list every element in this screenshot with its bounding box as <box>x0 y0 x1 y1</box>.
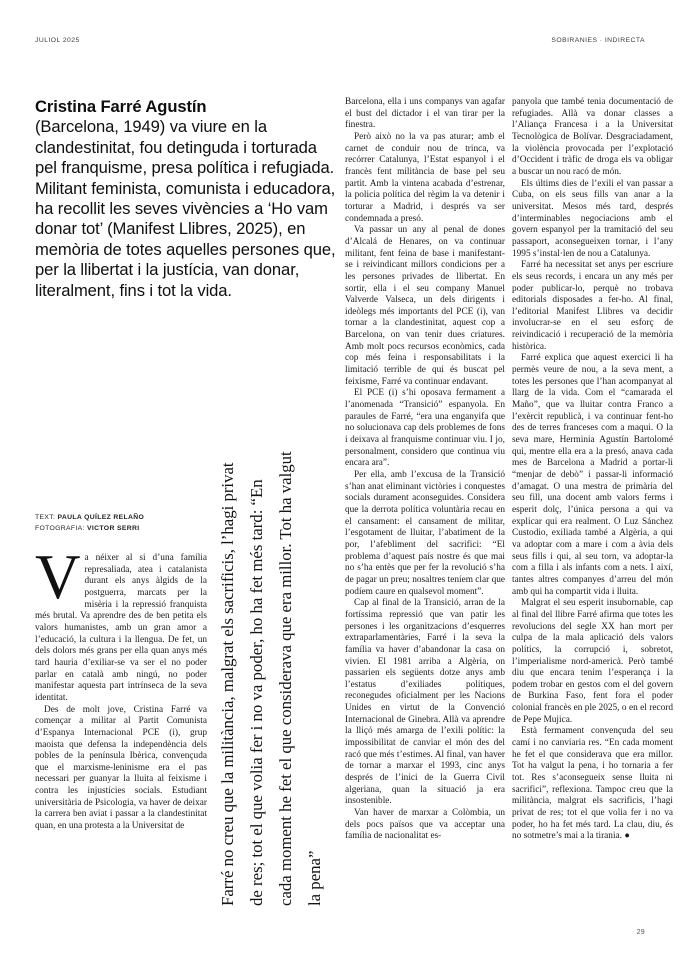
running-header <box>35 37 645 44</box>
paragraph: El PCE (i) s’hi oposava fermament a l’anomenada “Transició” espanyola. En paraules de Farré, “era una enganyifa que no solucionava cap dels problemes de fons i deixava al franquisme continuar viu. I jo, personalment, considero que continua viu encara ara”. <box>345 388 505 469</box>
byline-text <box>35 512 215 523</box>
paragraph: Els últims dies de l’exili el van passar a Cuba, on els seus fills van anar a la universitat. Mesos més tard, després d’interminables negociacions amb el govern espanyol per la tramitació del seu passaport, aconsegueixen tornar, i l’any 1995 s’instal·len de nou a Catalunya. <box>512 178 673 259</box>
paragraph: Va passar un any al penal de dones d’Alcalá de Henares, on va continuar militant, fent feina de base i manifestant-se i reivindicant millors condicions per a les persones privades de llibertat. En sortir, ella i el seu company Manuel Valverde Valseca, un dels dirigents i ideòlegs més importants del PCE (i), van tornar a la clandestinitat, aquest cop a Barcelona, on van tenir dues criatures. Amb molt pocs recursos econòmics, cada cop més feina i responsabilitats i la limitació terrible de qui és buscat pel feixisme, Farré va continuar endavant. <box>345 225 505 387</box>
paragraph: Des de molt jove, Cristina Farré va començar a militar al Partit Comunista d’Espanya Internacional PCE (i), grup maoista que defensa la independència dels pobles de la península Ibèrica, convençuda que el marxisme-leninisme era el pas necessari per guanyar la lluita al feixisme i contra les injustícies socials. Estudiant universitària de Psicologia, va haver de deixar la carrera ben aviat i passar a la clandestinitat quan, en una protesta a la Universitat de <box>35 704 207 832</box>
paragraph: Cap al final de la Transició, arran de la fortíssima repressió que van patir les persones i les organitzacions d’esquerres extraparlamentàries, Farré i la seva la família va haver d’abandonar la casa on vivien. El 1981 arriba a Algèria, on passarien els següents dotze anys amb l’estatus d’exiliades polítiques, reconegudes oficialment per les Nacions Unides en virtut de la Convenció Internacional de Ginebra. Allà va aprendre la lliçó més amarga de l’exili polític: la impossibilitat de canviar el món des del racó que més t’estimes. Al final, van haver de tornar a marxar el 1993, cinc anys després de l’inici de la Guerra Civil algeriana, quan la situació ja era insostenible. <box>345 598 505 807</box>
article-headline <box>35 97 337 301</box>
byline-text-label: TEXT: <box>35 514 58 521</box>
byline-photo-author: VICTOR SERRI <box>87 525 140 532</box>
paragraph: Està fermament convençuda del seu camí i no canviaria res. “En cada moment he fet el que considerava que era millor. Tot ha valgut la pena, i ho tornaria a fer tot. Res s’aconsegueix sense lluita ni sacrifici”, reflexiona. Tampoc creu que la militància, malgrat els sacrificis, l’hagi privat de res; tot el que volia fer i no va poder, ho ha fet més tard. La clau, diu, és no sotmetre’s mai a la tirania. ● <box>512 726 673 842</box>
byline-photo <box>35 523 215 534</box>
byline-photo-label: FOTOGRAFIA: <box>35 525 88 532</box>
paragraph: Malgrat el seu esperit insubornable, cap al final del llibre Farré afirma que totes les revolucions del segle XX han mort per culpa de la mala aplicació dels valors polítics, la corrupció i, sobretot, l’imperialisme nord-americà. Però també diu que encara tenim l’esperança i la podem trobar en gestos com el del govern de Burkina Faso, fent fora el poder colonial francès en ple 2025, o en el record de Pepe Mujica. <box>512 598 673 725</box>
body-column-3 <box>512 97 673 907</box>
body-column-2 <box>345 97 505 907</box>
paragraph <box>35 553 207 705</box>
headline-standfirst: (Barcelona, 1949) va viure en la clandestinitat, fou detinguda i torturada pel franquisme, presa política i refugiada. Militant feminista, comunista i educadora, ha recollit les seves vivències a ‘Ho vam donar tot’ (Manifest Llibres, 2025), en memòria de totes aquelles persones que, per la llibertat i la justícia, van donar, literalment, fins i tot la vida. <box>35 117 336 300</box>
paragraph: Farré explica que aquest exercici li ha permès veure de nou, a la seva ment, a totes les persones que l’han acompanyat al llarg de la vida. Com el “camarada el Maño”, que va lluitar contra Franco a l’exèrcit republicà, i va continuar fent-ho des de terres franceses com a maqui. O la seva mare, Herminia Agustín Bartolomé qui, mentre ella era a la presó, anava cada mes de Barcelona a Madrid a portar-li “menjar de debò” i passar-li informació d’amagat. O una mestra de primària del seu fill, una docent amb valors ferms i esperit dolç, l’única persona a qui va explicar qui era realment. O Luz Sánchez Custodio, exiliada també a Algèria, a qui va adoptar com a mare i com a àvia dels seus fills i qui, al seu torn, va adoptar-la com a filla i als infants com a nets. I així, tantes altres companyes d’arreu del món amb qui ha compartit vida i lluita. <box>512 353 673 597</box>
paragraph: Van haver de marxar a Colòmbia, un dels pocs països que va acceptar una família de nacionalitat es- <box>345 808 505 842</box>
paragraph: panyola que també tenia documentació de refugiades. Allà va donar classes a l’Aliança Francesa i a la Universitat Tecnològica de Bolívar. Desgraciadament, la violència provocada per l’explotació d’Occident i tràfic de droga els va obligar a buscar un nou racó de món. <box>512 97 673 177</box>
byline-text-author: PAULA QUÍLEZ RELAÑO <box>57 514 145 521</box>
paragraph-text: a néixer al si d’una família represaliada, atea i catalanista durant els anys àlgids de la postguerra, marcats per la misèria i la repressió franquista més brutal. Va aprendre des de ben petita els valors humanistes, amb un gran amor a l’educació, la cultura i la llengua. De fet, un dels dolors més grans per ella quan anys més tard hauria d’exiliar-se va ser el no poder parlar en català amb ningú, no poder manifestar aquesta part intrínseca de la seva identitat. <box>35 553 207 703</box>
paragraph: Però això no la va pas aturar; amb el carnet de conduir nou de trinca, va recórrer Catalunya, l’Estat espanyol i el francès fent militància de base pel seu partit. Amb la vintena acabada d’estrenar, la policia política del règim la va detenir i torturar a Madrid, i després va ser condemnada a presó. <box>345 131 505 224</box>
drop-cap: V <box>35 553 81 612</box>
byline <box>35 512 215 534</box>
paragraph: Barcelona, ella i uns companys van agafar el bust del dictador i el van tirar per la finestra. <box>345 97 505 131</box>
issue-date: JULIOL 2025 <box>35 37 80 44</box>
body-column-1 <box>35 553 207 903</box>
headline-subject-name: Cristina Farré Agustín <box>35 97 207 116</box>
section-title: SOBIRANIES · INDIRECTA <box>551 37 645 44</box>
paragraph: Per ella, amb l’excusa de la Transició s’han anat eliminant victòries i conquestes socials durament aconseguides. Considera que la derrota política voluntària recau en el cansament: el cansament de militar, l’esgotament de lluitar, l’abatiment de la por, l’afebliment del sacrifici: “El problema d’aquest país nostre és que mai no s’ha entès que per fer la revolució s’ha de pagar un preu; nosaltres teníem clar que podíem caure en qualsevol moment”. <box>345 470 505 597</box>
pull-quote-text: Farré no creu que la militància, malgrat els sacrificis, l’hagi privat de res; tot el que volia fer i no va poder, ho ha fet més tard: “En cada moment he fet el que considerava que era millor. Tot ha valgut la pena” <box>218 451 324 906</box>
vertical-pull-quote <box>213 446 334 906</box>
page-number: 29 <box>636 929 645 936</box>
paragraph: Farré ha necessitat set anys per escriure els seus records, i encara un any més per poder publicar-lo, perquè no trobava editorials disposades a fer-ho. Al final, l’editorial Manifest Llibres va decidir involucrar-se en el seu esforç de reivindicació i recuperació de la memòria històrica. <box>512 260 673 352</box>
